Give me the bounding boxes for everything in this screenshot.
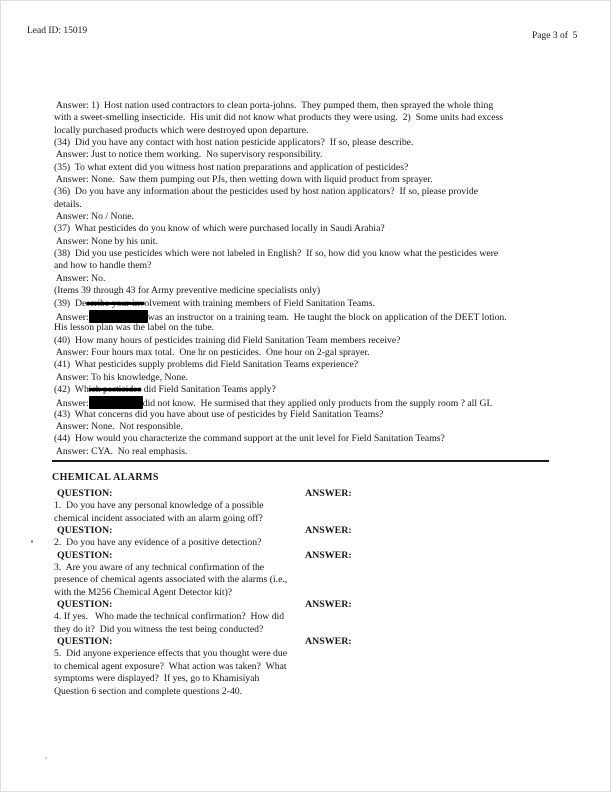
line-text: (42) Wh (54, 383, 89, 395)
qa-item (54, 525, 554, 550)
line-text: Answer: None. Saw them pumping out PJs, then wetting down with liquid product from sprayer. (54, 174, 433, 186)
line-text: olvement with training members of Field Sanitation Teams. (144, 297, 375, 309)
qa-item (54, 550, 554, 599)
document-line (54, 149, 564, 161)
document-line (54, 223, 564, 235)
line-text: (35) To what extent did you witness host nation preparations and application of pesticides? (54, 161, 409, 173)
page-number: Page 3 of 5 (532, 31, 578, 41)
scan-artifact (31, 540, 33, 543)
redaction-bar (89, 396, 143, 409)
document-line (54, 347, 564, 359)
line-text: and how to handle them? (54, 260, 152, 272)
question-label: QUESTION: (57, 599, 113, 611)
document-line (54, 446, 564, 458)
question-text-line: they do it? Did you witness the test being conducted? (54, 623, 264, 635)
qa-label-row (54, 599, 554, 611)
answer-label: ANSWER: (305, 636, 352, 648)
line-text: Answer: Four hours max total. One hr on pesticides. One hour on 2-gal sprayer. (54, 346, 370, 358)
line-text: (Items 39 through 43 for Army preventive medicine specialists only) (54, 285, 321, 297)
document-line (54, 137, 564, 149)
chemical-alarms-heading: CHEMICAL ALARMS (52, 472, 159, 483)
redaction-strike: scribe your inv (86, 297, 145, 309)
line-text: (44) How would you characterize the command support at the unit level for Field Sanitation Teams? (54, 433, 445, 445)
lead-id: Lead ID: 15019 (27, 26, 88, 36)
line-text: Answer: (54, 311, 89, 323)
line-text: details. (54, 198, 82, 210)
document-line (54, 372, 564, 384)
document-line (54, 335, 564, 347)
line-text: His lesson plan was the label on the tube. (54, 322, 215, 334)
question-text-line: 5. Did anyone experience effects that you thought were due (54, 648, 288, 660)
redaction-bar (89, 310, 148, 323)
answer-label: ANSWER: (305, 599, 352, 611)
line-text: (38) Did you use pesticides which were not labeled in English? If so, how did you know what the pesticides were (54, 248, 499, 260)
document-line (54, 174, 564, 186)
document-line (54, 298, 564, 310)
document-line (54, 409, 564, 421)
question-text-line: 3. Are you aware of any technical confirmation of the (54, 562, 265, 574)
line-text: (43) What concerns did you have about use of pesticides by Field Sanitation Teams? (54, 408, 384, 420)
interview-answers-section (54, 100, 564, 458)
line-text: (37) What pesticides do you know of which were purchased locally in Saudi Arabia? (54, 223, 385, 235)
line-text: was an instructor on a training team. He taught the block on application of the DEET lotion. (147, 311, 507, 323)
qa-item (54, 636, 554, 698)
document-line (54, 396, 564, 408)
document-line (54, 112, 564, 124)
document-line (54, 260, 564, 272)
line-text: Answer: Just to notice them working. No supervisory responsibility. (54, 149, 323, 161)
question-text-line: symptoms were displayed? If yes, go to Khamisiyah (54, 673, 260, 685)
question-text-line: 2. Do you have any evidence of a positive detection? (54, 537, 262, 549)
question-text-line: with the M256 Chemical Agent Detector kit)? (54, 586, 233, 598)
line-text: (34) Did you have any contact with host nation pesticide applicators? If so, please describe. (54, 137, 414, 149)
document-line (54, 186, 564, 198)
line-text: (36) Do you have any information about the pesticides used by host nation applicators? If so, please provide (54, 186, 478, 198)
line-text: did Field Sanitation Teams apply? (141, 383, 276, 395)
question-label: QUESTION: (57, 549, 113, 561)
section-divider (52, 460, 549, 462)
document-line (54, 384, 564, 396)
line-text: Answer: None by his unit. (54, 235, 158, 247)
document-line (54, 310, 564, 322)
document-line (54, 322, 564, 334)
line-text: Answer: No / None. (54, 211, 134, 223)
question-text-line: 4. If yes. Who made the technical confirmation? How did (54, 611, 285, 623)
question-label: QUESTION: (57, 636, 113, 648)
line-text: did not know. He surmised that they applied only products from the supply room ? all GI. (142, 398, 493, 410)
document-line (54, 211, 564, 223)
question-text-line: 1. Do you have any personal knowledge of a possible (54, 500, 264, 512)
document-line (54, 421, 564, 433)
document-line (54, 162, 564, 174)
scan-artifact (45, 757, 47, 759)
answer-label: ANSWER: (305, 488, 352, 499)
qa-label-row (54, 488, 554, 500)
document-line (54, 199, 564, 211)
redaction-strike: ich pesticides (88, 383, 142, 395)
answer-label: ANSWER: (305, 525, 352, 537)
line-text: Answer: None. Not responsible. (54, 420, 183, 432)
question-text-line: Question 6 section and complete questions 2-40. (54, 685, 243, 697)
question-text-line: chemical incident associated with an alarm going off? (54, 512, 263, 524)
document-line (54, 433, 564, 445)
chemical-alarms-section (54, 488, 554, 698)
question-text-line: to chemical agent exposure? What action was taken? What (54, 660, 287, 672)
qa-item (54, 599, 554, 636)
line-text: locally purchased products which were destroyed upon departure. (54, 124, 309, 136)
document-line (54, 125, 564, 137)
line-text: Answer: (54, 398, 89, 410)
line-text: (41) What pesticides supply problems did Field Sanitation Teams experience? (54, 359, 359, 371)
line-text: Answer: To his knowledge, None. (54, 371, 188, 383)
question-text-line: presence of chemical agents associated with the alarms (i.e., (54, 574, 288, 586)
document-line (54, 273, 564, 285)
line-text: Answer: CYA. No real emphasis. (54, 445, 188, 457)
question-label: QUESTION: (57, 525, 113, 537)
qa-label-row (54, 636, 554, 648)
line-text: (40) How many hours of pesticides training did Field Sanitation Team members receive? (54, 334, 401, 346)
document-line (54, 248, 564, 260)
question-label: QUESTION: (57, 488, 113, 499)
line-text: with a sweet-smelling insecticide. His unit did not know what products they were using. 2) Some units had excess (54, 112, 504, 124)
qa-item (54, 488, 554, 525)
line-text: (39) De (54, 297, 87, 309)
line-text: Answer: No. (54, 272, 106, 284)
document-line (54, 236, 564, 248)
qa-label-row (54, 550, 554, 562)
line-text: Answer: 1) Host nation used contractors to clean porta-johns. They pumped them, then sprayed the whole thing (54, 100, 494, 111)
document-line (54, 100, 564, 112)
qa-label-row (54, 525, 554, 537)
answer-label: ANSWER: (305, 549, 352, 561)
document-line (54, 359, 564, 371)
document-line (54, 285, 564, 297)
